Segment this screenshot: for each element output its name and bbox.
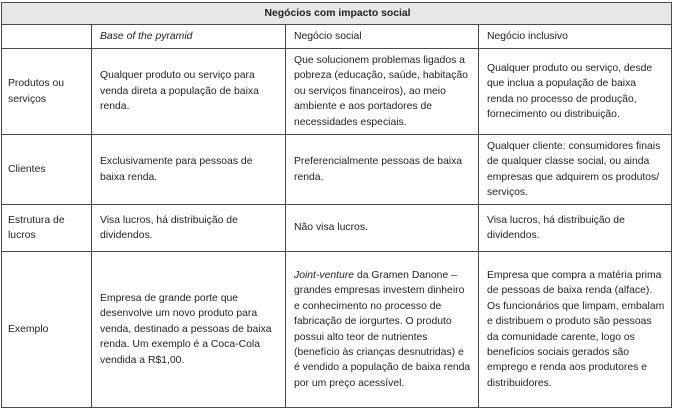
header-empty (2, 25, 92, 49)
header-base-of-pyramid: Base of the pyramid (92, 25, 286, 49)
header-inclusive-business: Negócio inclusivo (479, 25, 672, 49)
cell-social-business (286, 252, 479, 408)
table-row (2, 252, 672, 408)
social-impact-table (1, 2, 672, 408)
header-social-business: Negócio social (286, 25, 479, 49)
table-title: Negócios com impacto social (2, 3, 672, 25)
cell-social-business: Que solucionem problemas ligados a pobreza (educação, saúde, habitação ou serviços financeiros), ao meio ambiente e aos portadores de necessidades especiais. (286, 49, 479, 135)
table-title-row (2, 3, 672, 25)
row-label: Clientes (2, 135, 92, 205)
cell-inclusive-business: Visa lucros, há distribuição de dividendos. (479, 205, 672, 252)
joint-venture-term: Joint-venture (294, 269, 355, 281)
header-row (2, 25, 672, 49)
social-business-example-text: da Gramen Danone – grandes empresas investem dinheiro e conhecimento no processo de fabricação de iorgurtes. O produto possui alto teor de nutrientes (benefício às crianças desnutridas) e é vendido a população de baixa renda por um preço acessível. (294, 269, 471, 389)
cell-inclusive-business: Empresa que compra a matéria prima de pessoas de baixa renda (alface). Os funcionários que limpam, embalam e distribuem o produto são pessoas da comunidade carente, logo os benefícios sociais gerados são emprego e renda aos produtores e distribuidores. (479, 252, 672, 408)
cell-inclusive-business: Qualquer cliente: consumidores finais de qualquer classe social, ou ainda empresas que adquirem os produtos/ serviços. (479, 135, 672, 205)
cell-social-business: Não visa lucros. (286, 205, 479, 252)
table-row (2, 49, 672, 135)
table-row (2, 135, 672, 205)
cell-base-of-pyramid: Exclusivamente para pessoas de baixa renda. (92, 135, 286, 205)
cell-base-of-pyramid: Qualquer produto ou serviço para venda direta a população de baixa renda. (92, 49, 286, 135)
row-label: Estrutura de lucros (2, 205, 92, 252)
cell-social-business: Preferencialmente pessoas de baixa renda. (286, 135, 479, 205)
table-row (2, 205, 672, 252)
row-label: Exemplo (2, 252, 92, 408)
cell-base-of-pyramid: Empresa de grande porte que desenvolve um novo produto para venda, destinado a pessoas de baixa renda. Um exemplo é a Coca-Cola vendida a R$1,00. (92, 252, 286, 408)
cell-inclusive-business: Qualquer produto ou serviço, desde que inclua a população de baixa renda no processo de produção, fornecimento ou distribuição. (479, 49, 672, 135)
cell-base-of-pyramid: Visa lucros, há distribuição de dividendos. (92, 205, 286, 252)
row-label: Produtos ou serviços (2, 49, 92, 135)
